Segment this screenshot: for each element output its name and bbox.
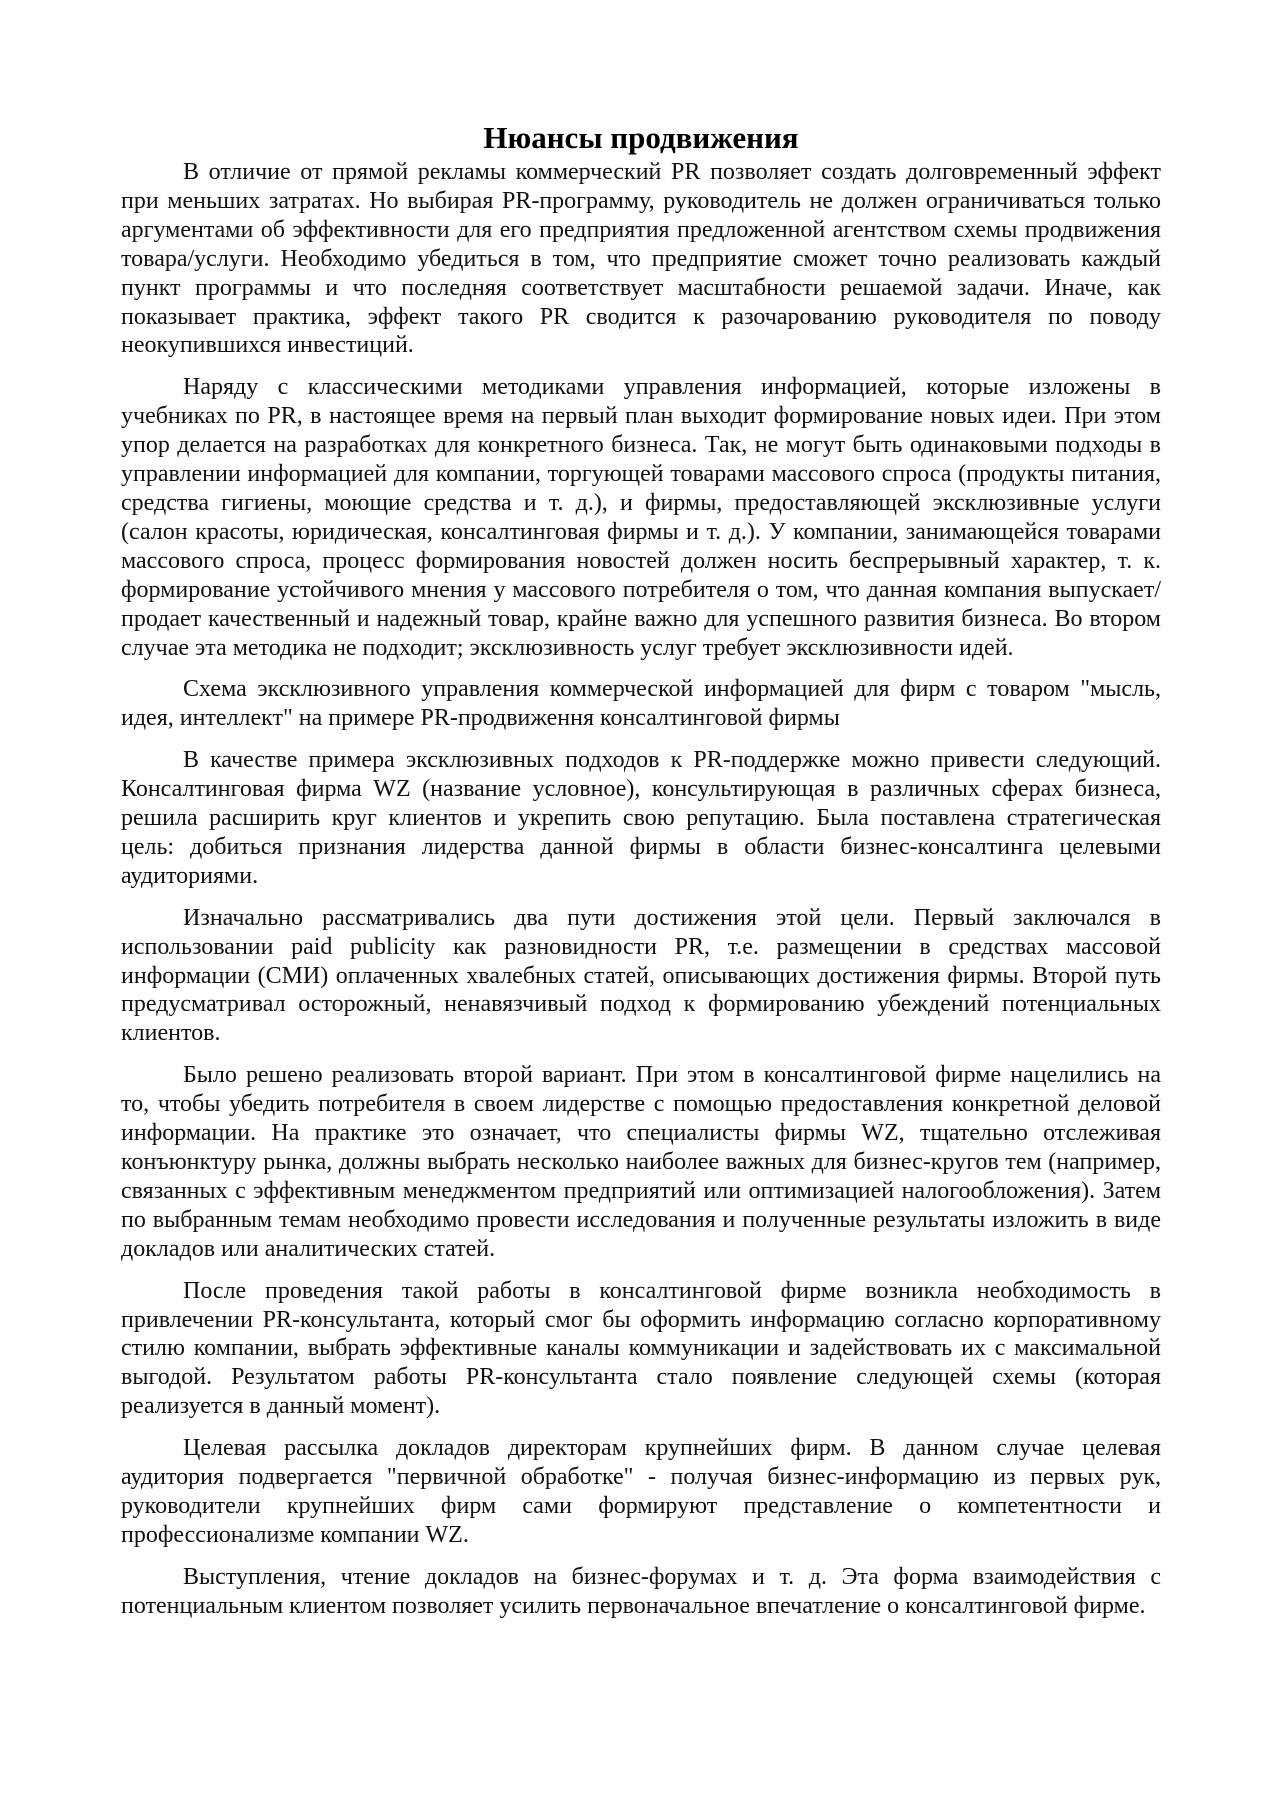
paragraph-information-management: Наряду с классическими методиками управления информацией, которые изложены в учебниках по PR, в настоящее время на первый план выходит формирование новых идеи. При этом упор делается на разработках для конкретного бизнеса. Так, не могут быть одинаковыми подходы в управлении информацией для компании, торгующей товарами массового спроса (продукты питания, средства гигиены, моющие средства и т. д.), и фирмы, предоставляющей эксклюзивные услуги (салон красоты, юридическая, консалтинговая фирмы и т. д.). У компании, занимающейся товарами массового спроса, процесс формирования новостей должен носить беспрерывный характер, т. к. формирование устойчивого мнения у массового потребителя о том, что данная компания выпускает/продает качественный и надежный товар, крайне важно для успешного развития бизнеса. Во втором случае эта методика не подходит; эксклюзивность услуг требует эксклюзивности идей. <box>121 374 1161 661</box>
paragraph-consulting-example: В качестве примера эксклюзивных подходов к PR-поддержке можно привести следующий. Консалтинговая фирма WZ (название условное), консультирующая в различных сферах бизнеса, решила расширить круг клиентов и укрепить свою репутацию. Была поставлена стратегическая цель: добиться признания лидерства данной фирмы в области бизнес-консалтинга целевыми аудиториями. <box>121 747 1161 889</box>
document-page <box>121 118 1161 1634</box>
document-title: Нюансы продвижения <box>483 120 799 155</box>
paragraph-targeted-mailing: Целевая рассылка докладов директорам крупнейших фирм. В данном случае целевая аудитория подвергается "первичной обработке" - получая бизнес-информацию из первых рук, руководители крупнейших фирм сами формируют представление о компетентности и профессионализме компании WZ. <box>121 1435 1161 1548</box>
paragraph-two-paths: Изначально рассматривались два пути достижения этой цели. Первый заключался в использовании paid publicity как разновидности PR, т.е. размещении в средствах массовой информации (СМИ) оплаченных хвалебных статей, описывающих достижения фирмы. Второй путь предусматривал осторожный, ненавязчивый подход к формированию убеждений потенциальных клиентов. <box>121 904 1161 1047</box>
paragraph-pr-consultant: После проведения такой работы в консалтинговой фирме возникла необходимость в привлечении PR-консультанта, который смог бы оформить информацию согласно корпоративному стилю компании, выбрать эффективные каналы коммуникации и задействовать их с максимальной выгодой. Результатом работы PR-консультанта стало появление следующей схемы (которая реализуется в данный момент). <box>121 1277 1161 1420</box>
paragraph-second-variant: Было решено реализовать второй вариант. При этом в консалтинговой фирме нацелились на то, чтобы убедить потребителя в своем лидерстве с помощью предоставления конкретной деловой информации. На практике это означает, что специалисты фирмы WZ, тщательно отслеживая конъюнктуру рынка, должны выбрать несколько наиболее важных для бизнес-кругов тем (например, связанных с эффективным менеджментом предприятий или оптимизацией налогообложения). Затем по выбранным темам необходимо провести исследования и полученные результаты изложить в виде докладов или аналитических статей. <box>121 1062 1161 1262</box>
paragraph-pr-long-term-effect: В отличие от прямой рекламы коммерческий PR позволяет создать долговременный эффект при меньших затратах. Но выбирая PR-программу, руководитель не должен ограничиваться только аргументами об эффективности для его предприятия предложенной агентством схемы продвижения товара/услуги. Необходимо убедиться в том, что предприятие сможет точно реализовать каждый пункт программы и что последняя соответствует масштабности решаемой задачи. Иначе, как показывает практика, эффект такого PR сводится к разочарованию руководителя по поводу неокупившихся инвестиций. <box>121 159 1161 359</box>
paragraph-business-forums: Выступления, чтение докладов на бизнес-форумах и т. д. Эта форма взаимодействия с потенциальным клиентом позволяет усилить первоначальное впечатление о консалтинговой фирме. <box>121 1563 1161 1619</box>
paragraph-scheme-heading: Схема эксклюзивного управления коммерческой информацией для фирм с товаром "мысль, идея, интеллект" на примере PR-продвиження консалтинговой фирмы <box>121 676 1161 732</box>
